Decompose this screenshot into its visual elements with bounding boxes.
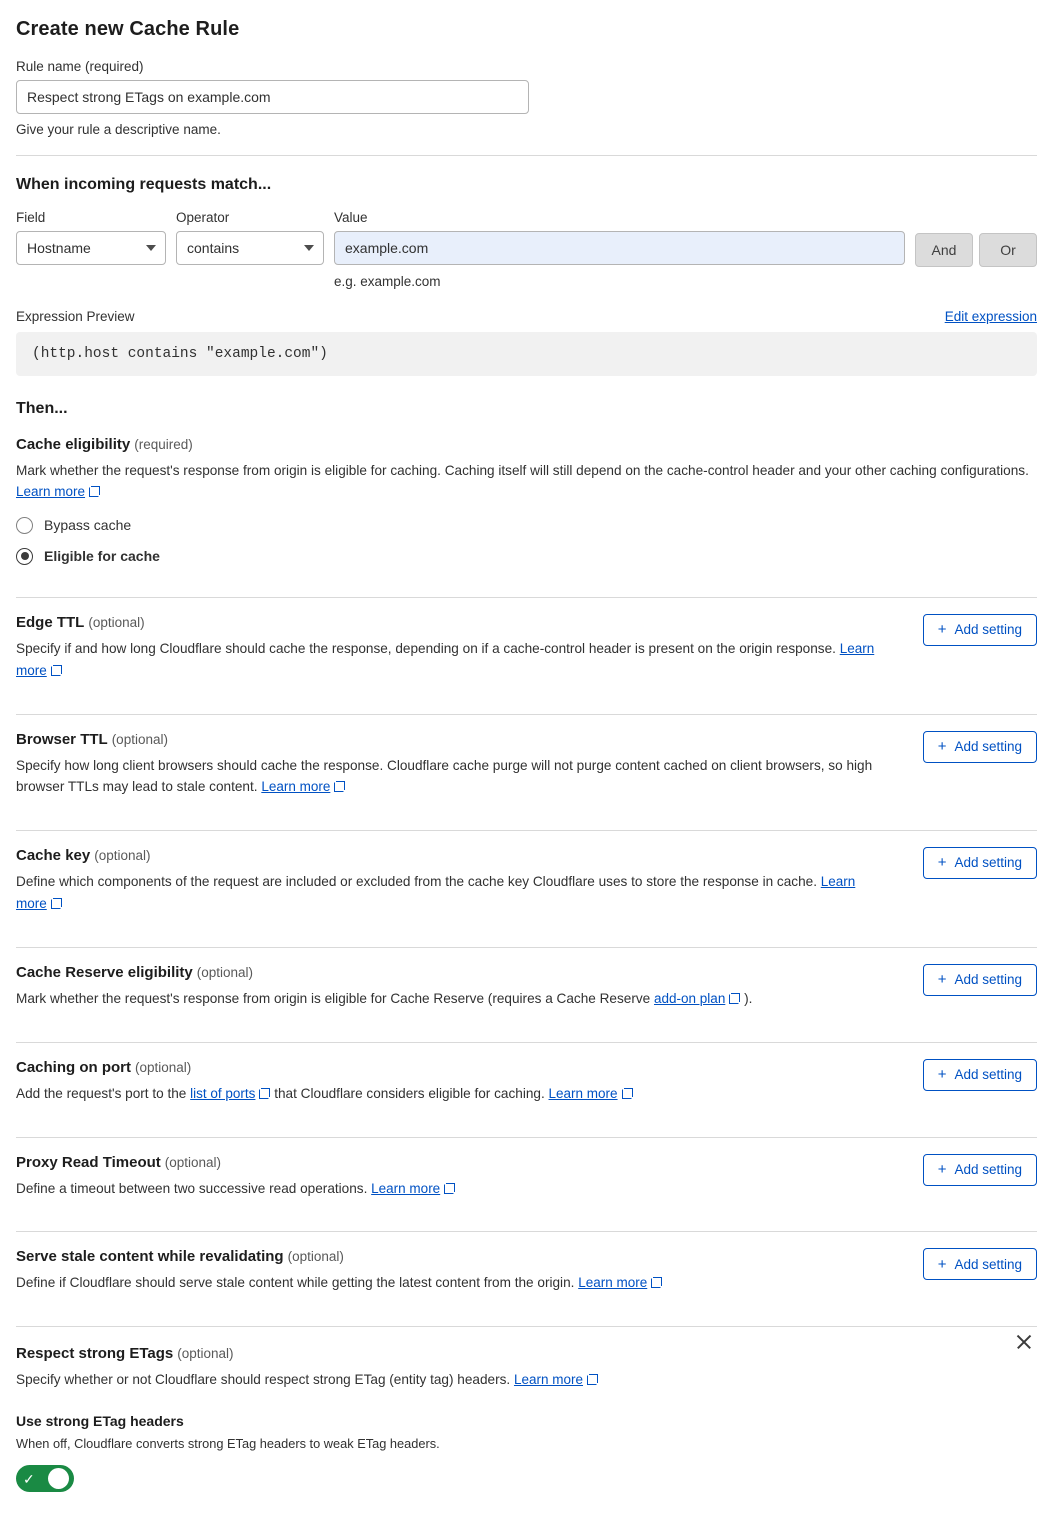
caching-on-port-title-text: Caching on port [16, 1058, 131, 1076]
rule-name-label: Rule name (required) [16, 59, 144, 74]
operator-column [176, 210, 324, 265]
external-link-icon [51, 665, 62, 676]
cache-eligibility-block [16, 436, 1037, 581]
edge-ttl-title [16, 614, 886, 631]
etags-title [16, 1345, 1037, 1362]
cache-eligibility-required: (required) [134, 437, 193, 452]
add-setting-label: Add setting [954, 855, 1022, 871]
page-title: Create new Cache Rule [16, 18, 240, 40]
edge-ttl-optional: (optional) [88, 614, 145, 630]
proxy-read-timeout-title [16, 1154, 455, 1171]
cache-reserve-description-post: ). [744, 990, 753, 1006]
cache-reserve-optional: (optional) [196, 964, 254, 980]
setting-browser-ttl [16, 715, 1037, 814]
proxy-read-timeout-optional: (optional) [164, 1154, 222, 1170]
add-setting-label: Add setting [954, 1067, 1022, 1083]
match-heading: When incoming requests match... [16, 176, 272, 193]
and-button[interactable]: And [915, 233, 973, 267]
value-column [334, 210, 905, 289]
browser-ttl-description [16, 755, 886, 798]
caching-on-port-description-post: that Cloudflare considers eligible for caching. [274, 1085, 545, 1101]
field-select-value: Hostname [27, 240, 91, 256]
operator-select-value: contains [187, 240, 240, 256]
external-link-icon [444, 1183, 455, 1194]
list-of-ports-link[interactable]: list of ports [190, 1085, 256, 1101]
add-setting-label: Add setting [954, 972, 1022, 988]
field-select[interactable] [16, 231, 166, 265]
rule-name-input[interactable] [16, 80, 529, 114]
value-hint: e.g. example.com [334, 274, 441, 289]
chevron-down-icon [146, 245, 156, 251]
external-link-icon [51, 898, 62, 909]
radio-eligible-for-cache[interactable] [16, 548, 1037, 565]
browser-ttl-learn-more[interactable]: Learn more [261, 778, 331, 794]
external-link-icon [334, 781, 345, 792]
serve-stale-description-text: Define if Cloudflare should serve stale content while getting the latest content from the origin. [16, 1275, 575, 1291]
plus-icon: + [937, 621, 947, 639]
browser-ttl-title-text: Browser TTL [16, 730, 108, 748]
etags-learn-more[interactable]: Learn more [513, 1372, 584, 1388]
radio-icon-bypass[interactable] [16, 517, 33, 534]
edge-ttl-description [16, 638, 886, 682]
cache-reserve-description-pre: Mark whether the request's response from origin is eligible for Cache Reserve (requires a Cache Reserve [16, 990, 651, 1006]
etags-description-text: Specify whether or not Cloudflare should respect strong ETag (entity tag) headers. [16, 1372, 511, 1388]
cache-key-description [16, 871, 886, 915]
setting-proxy-read-timeout [16, 1138, 1037, 1216]
value-label: Value [334, 210, 368, 225]
add-setting-label: Add setting [954, 1256, 1022, 1272]
cache-eligibility-description [16, 460, 1036, 503]
add-setting-caching-on-port[interactable] [923, 1059, 1037, 1091]
external-link-icon [622, 1088, 633, 1099]
edge-ttl-title-text: Edge TTL [16, 613, 85, 631]
external-link-icon [89, 486, 100, 497]
add-setting-browser-ttl[interactable] [923, 731, 1037, 763]
etags-toggle-description: When off, Cloudflare converts strong ETag headers to weak ETag headers. [16, 1436, 440, 1452]
proxy-read-timeout-title-text: Proxy Read Timeout [16, 1153, 161, 1171]
operator-select[interactable] [176, 231, 324, 265]
serve-stale-optional: (optional) [287, 1249, 344, 1265]
caching-on-port-description-pre: Add the request's port to the [16, 1085, 187, 1101]
external-link-icon [651, 1277, 662, 1288]
operator-label: Operator [176, 210, 230, 225]
plus-icon: + [937, 1066, 947, 1084]
expression-label: Expression Preview [16, 309, 135, 324]
value-input[interactable] [334, 231, 905, 265]
external-link-icon [729, 993, 740, 1004]
cache-key-description-text: Define which components of the request are included or excluded from the cache key Cloudflare uses to store the response in cache. [16, 873, 817, 889]
cache-key-title-text: Cache key [16, 846, 91, 864]
logic-buttons [915, 210, 1037, 267]
cache-reserve-addon-link[interactable]: add-on plan [654, 990, 726, 1006]
expression-preview: (http.host contains "example.com") [16, 332, 1037, 376]
browser-ttl-title [16, 731, 886, 748]
proxy-read-timeout-description [16, 1178, 455, 1200]
or-button[interactable]: Or [979, 233, 1037, 267]
etags-optional: (optional) [177, 1346, 234, 1362]
external-link-icon [259, 1088, 270, 1099]
toggle-knob [48, 1468, 69, 1489]
cache-key-optional: (optional) [94, 847, 151, 863]
proxy-read-timeout-learn-more[interactable]: Learn more [371, 1180, 441, 1196]
proxy-read-timeout-description-text: Define a timeout between two successive read operations. [16, 1180, 368, 1196]
caching-on-port-learn-more[interactable]: Learn more [548, 1085, 618, 1101]
setting-serve-stale [16, 1232, 1037, 1310]
expression-header [16, 309, 1037, 324]
rule-name-section [16, 59, 1037, 137]
caching-on-port-optional: (optional) [135, 1059, 192, 1075]
cache-reserve-title-text: Cache Reserve eligibility [16, 963, 193, 981]
check-icon: ✓ [23, 1470, 35, 1487]
divider-top [16, 155, 1037, 156]
serve-stale-learn-more[interactable]: Learn more [578, 1275, 648, 1291]
add-setting-label: Add setting [954, 739, 1022, 755]
plus-icon: + [937, 1161, 947, 1178]
browser-ttl-optional: (optional) [111, 731, 168, 747]
external-link-icon [587, 1374, 598, 1385]
browser-ttl-description-text: Specify how long client browsers should cache the response. Cloudflare cache purge will not purge content cached on client browsers, so high browser TTLs may lead to stale content. [16, 757, 873, 794]
cache-eligibility-learn-more[interactable]: Learn more [16, 484, 86, 500]
add-setting-label: Add setting [954, 1162, 1022, 1177]
cache-eligibility-description-text: Mark whether the request's response from origin is eligible for caching. Caching itself will still depend on the cache-control header and your other caching configurations. [16, 463, 1029, 478]
edit-expression-link[interactable]: Edit expression [944, 309, 1037, 324]
plus-icon: + [937, 971, 947, 989]
etags-description [16, 1369, 886, 1391]
match-row [16, 210, 1037, 289]
then-heading: Then... [16, 400, 68, 417]
field-column [16, 210, 166, 265]
serve-stale-description [16, 1272, 662, 1294]
chevron-down-icon [304, 245, 314, 251]
rule-name-help: Give your rule a descriptive name. [16, 122, 221, 137]
setting-respect-strong-etags [16, 1327, 1037, 1508]
cache-key-title [16, 847, 886, 864]
cache-eligibility-title [16, 436, 1037, 453]
etags-toggle-title: Use strong ETag headers [16, 1413, 184, 1430]
close-icon[interactable] [1013, 1331, 1035, 1353]
cache-eligibility-title-text: Cache eligibility [16, 436, 131, 453]
setting-caching-on-port [16, 1043, 1037, 1121]
add-setting-serve-stale[interactable] [923, 1248, 1037, 1280]
serve-stale-title [16, 1248, 662, 1265]
add-setting-label: Add setting [954, 622, 1022, 638]
etags-title-text: Respect strong ETags [16, 1345, 174, 1363]
etags-toggle[interactable] [16, 1465, 74, 1492]
edge-ttl-learn-more[interactable]: Learn more [16, 640, 875, 678]
radio-icon-eligible[interactable] [16, 548, 33, 565]
add-setting-cache-key[interactable] [923, 847, 1037, 879]
caching-on-port-title [16, 1059, 633, 1076]
add-setting-proxy-read-timeout[interactable] [923, 1154, 1037, 1186]
setting-cache-key [16, 831, 1037, 931]
radio-bypass-cache[interactable] [16, 517, 1037, 534]
caching-on-port-description [16, 1083, 633, 1105]
edge-ttl-description-text: Specify if and how long Cloudflare should cache the response, depending on if a cache-control header is present on the origin response. [16, 640, 836, 656]
plus-icon: + [937, 738, 947, 756]
add-setting-cache-reserve[interactable] [923, 964, 1037, 996]
serve-stale-title-text: Serve stale content while revalidating [16, 1248, 284, 1266]
radio-label-bypass: Bypass cache [44, 517, 132, 534]
add-setting-edge-ttl[interactable] [923, 614, 1037, 646]
field-label: Field [16, 210, 46, 225]
plus-icon: + [937, 854, 947, 872]
cache-reserve-title [16, 964, 752, 981]
plus-icon: + [937, 1255, 947, 1273]
cache-key-learn-more[interactable]: Learn more [16, 873, 856, 911]
cache-reserve-description [16, 988, 752, 1010]
radio-label-eligible: Eligible for cache [44, 548, 160, 565]
setting-edge-ttl [16, 598, 1037, 698]
setting-cache-reserve [16, 948, 1037, 1026]
